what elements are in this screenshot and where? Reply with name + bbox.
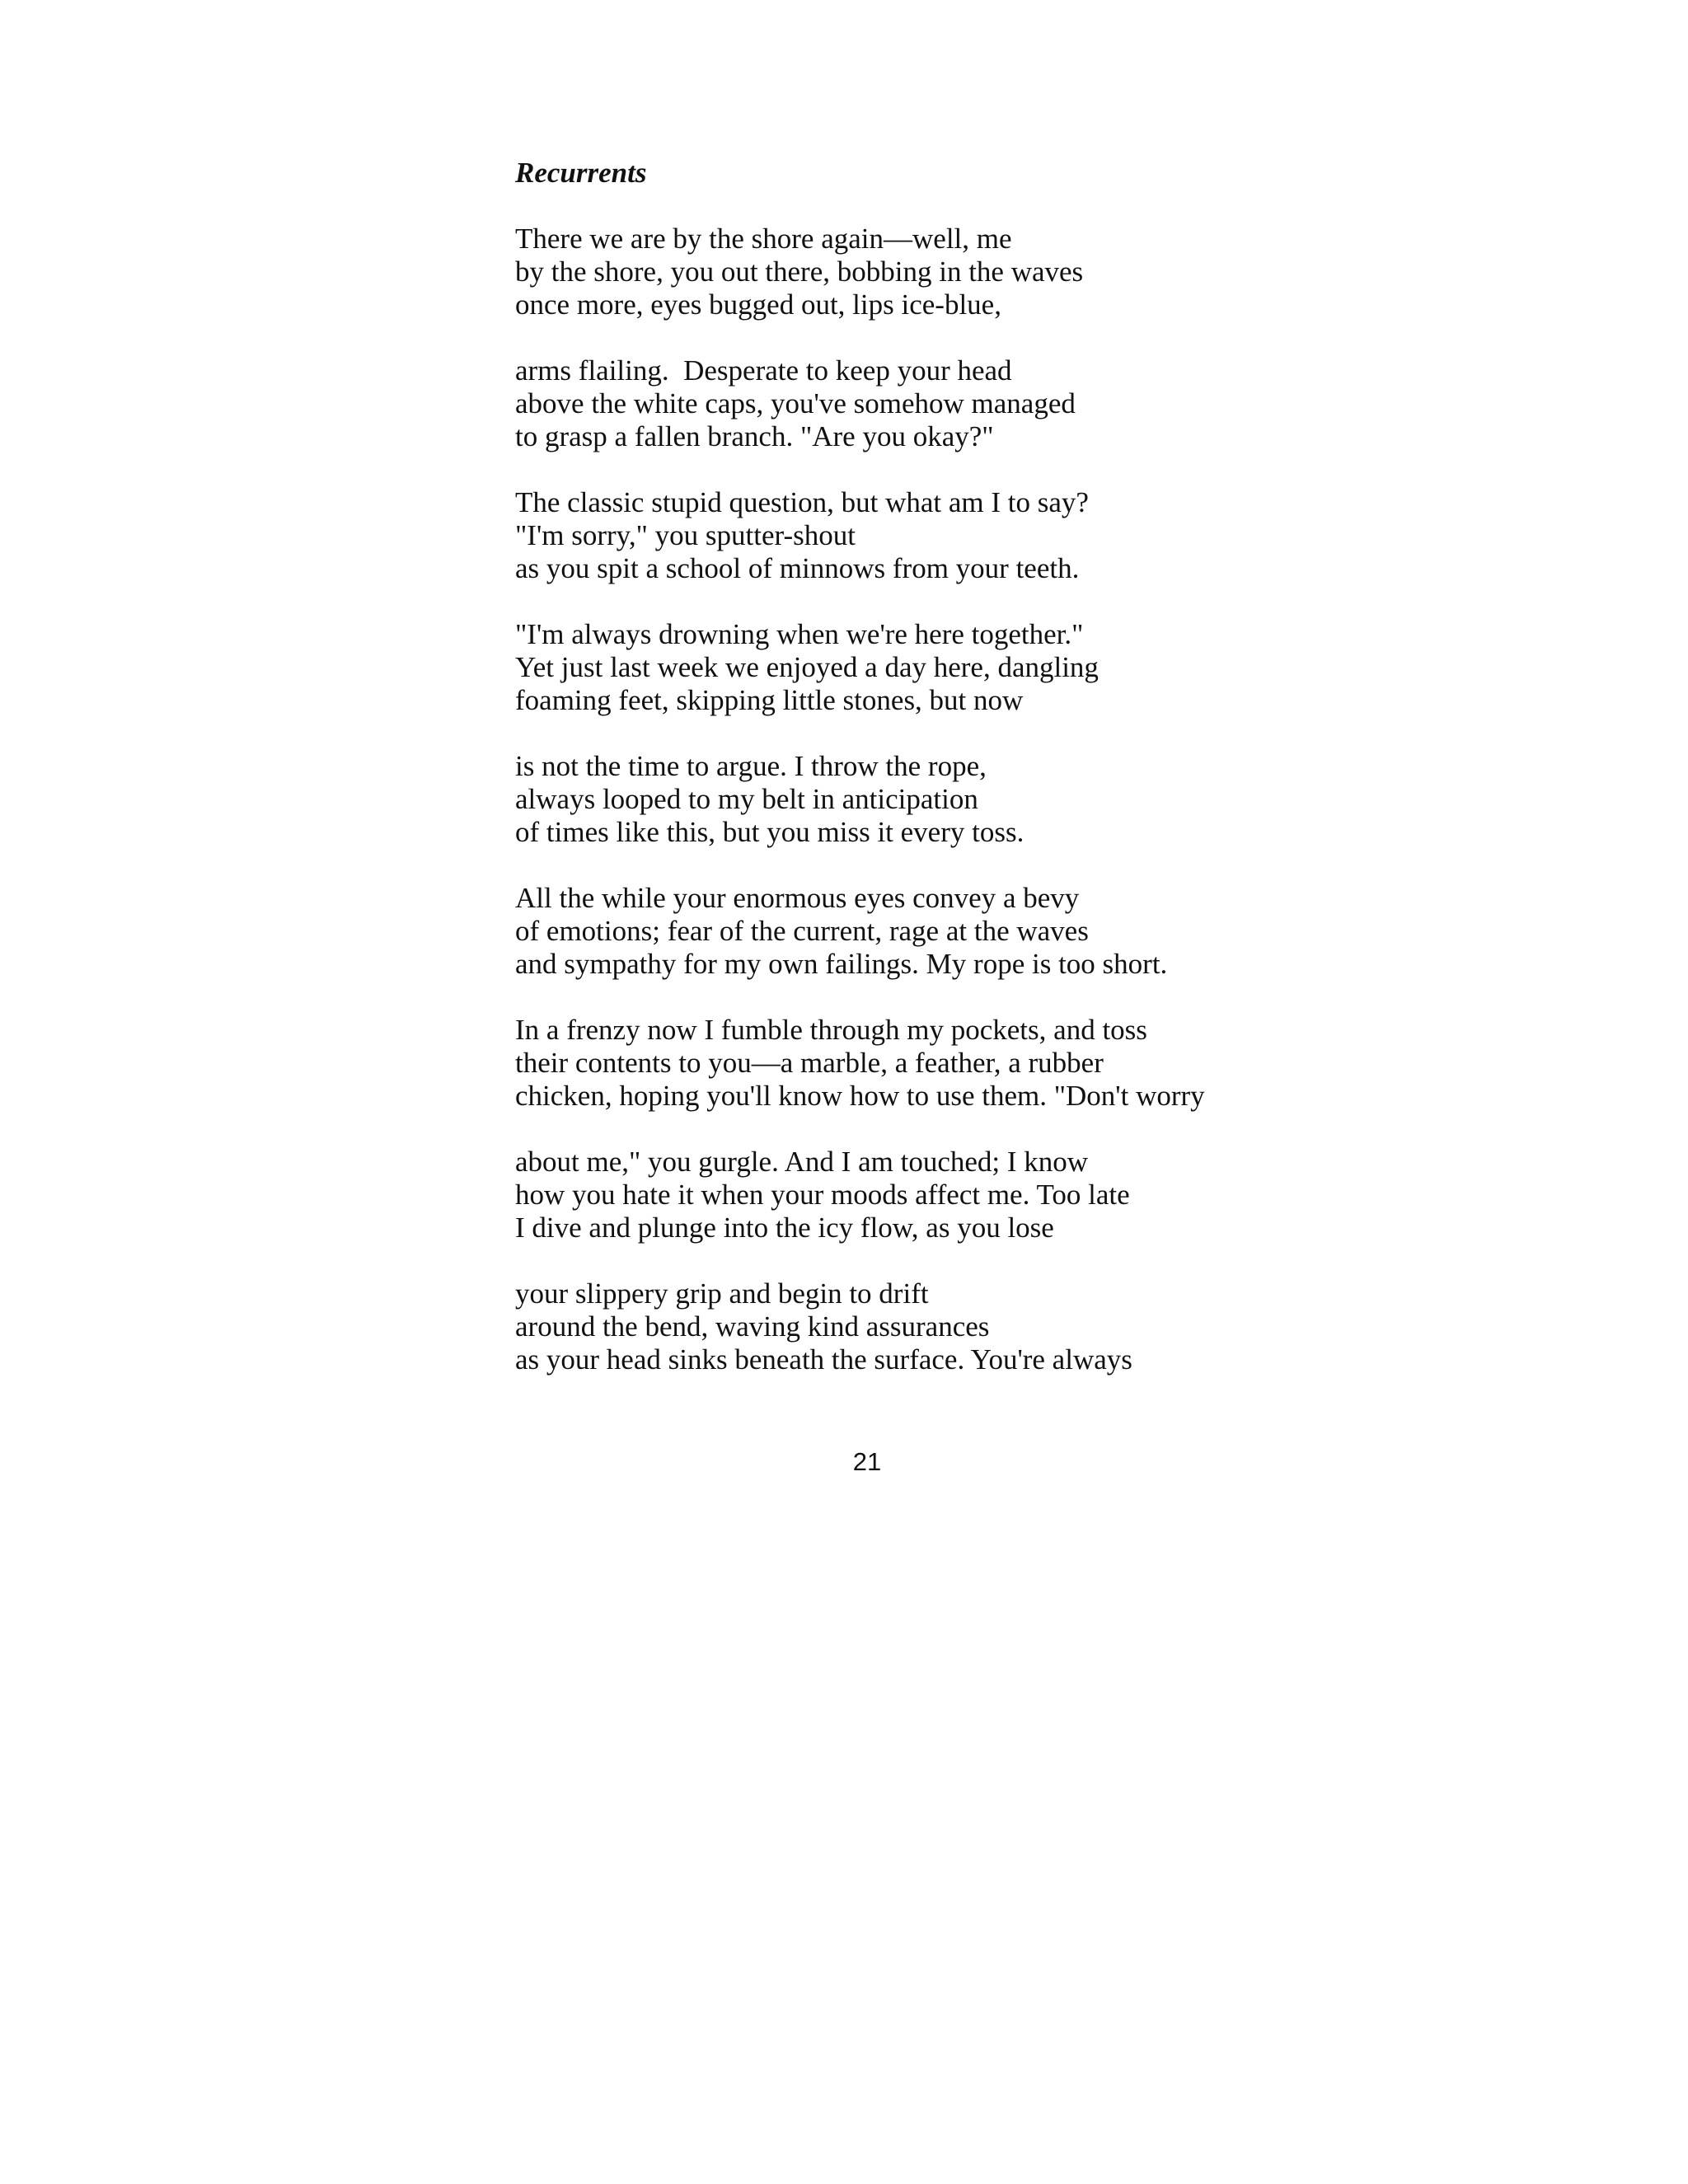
poem-line: "I'm sorry," you sputter-shout <box>515 519 856 551</box>
poem-line: of emotions; fear of the current, rage at the waves <box>515 915 1089 947</box>
poem <box>515 157 1339 1409</box>
poem-line: to grasp a fallen branch. "Are you okay?" <box>515 420 994 452</box>
poem-line: foaming feet, skipping little stones, but now <box>515 684 1024 716</box>
stanza-2 <box>515 354 1339 453</box>
poem-line: about me," you gurgle. And I am touched; I know <box>515 1146 1089 1178</box>
poem-line: chicken, hoping you'll know how to use them. "Don't worry <box>515 1080 1205 1112</box>
poem-line: Yet just last week we enjoyed a day here, dangling <box>515 651 1099 683</box>
poem-line: as your head sinks beneath the surface. You're always <box>515 1343 1132 1376</box>
poem-line: above the white caps, you've somehow managed <box>515 387 1076 419</box>
stanza-3 <box>515 486 1339 585</box>
poem-line: their contents to you—a marble, a feather, a rubber <box>515 1047 1104 1079</box>
stanza-4 <box>515 618 1339 717</box>
poem-line: The classic stupid question, but what am I to say? <box>515 486 1089 518</box>
stanza-9 <box>515 1277 1339 1376</box>
stanza-6 <box>515 882 1339 981</box>
poem-line: I dive and plunge into the icy flow, as you lose <box>515 1212 1054 1244</box>
poem-title: Recurrents <box>515 157 647 189</box>
stanza-5 <box>515 750 1339 849</box>
poem-line: There we are by the shore again—well, me <box>515 223 1012 255</box>
poem-line: always looped to my belt in anticipation <box>515 783 978 815</box>
stanza-1 <box>515 223 1339 321</box>
poem-line: once more, eyes bugged out, lips ice-blue, <box>515 288 1001 321</box>
poem-line: is not the time to argue. I throw the rope, <box>515 750 987 782</box>
poem-line: and sympathy for my own failings. My rope is too short. <box>515 948 1168 980</box>
poem-line: "I'm always drowning when we're here together." <box>515 618 1084 650</box>
poem-line: arms flailing. Desperate to keep your head <box>515 354 1012 387</box>
poem-line: In a frenzy now I fumble through my pockets, and toss <box>515 1014 1147 1046</box>
poem-line: your slippery grip and begin to drift <box>515 1277 929 1310</box>
stanza-7 <box>515 1014 1339 1113</box>
poem-line: around the bend, waving kind assurances <box>515 1310 990 1343</box>
poem-line: of times like this, but you miss it every toss. <box>515 816 1025 848</box>
poem-line: how you hate it when your moods affect me. Too late <box>515 1179 1130 1211</box>
poem-line: All the while your enormous eyes convey a bevy <box>515 882 1080 914</box>
page-number: 21 <box>852 1447 882 1476</box>
poem-line: by the shore, you out there, bobbing in the waves <box>515 255 1084 288</box>
poem-line: as you spit a school of minnows from your teeth. <box>515 552 1080 584</box>
stanza-8 <box>515 1146 1339 1244</box>
